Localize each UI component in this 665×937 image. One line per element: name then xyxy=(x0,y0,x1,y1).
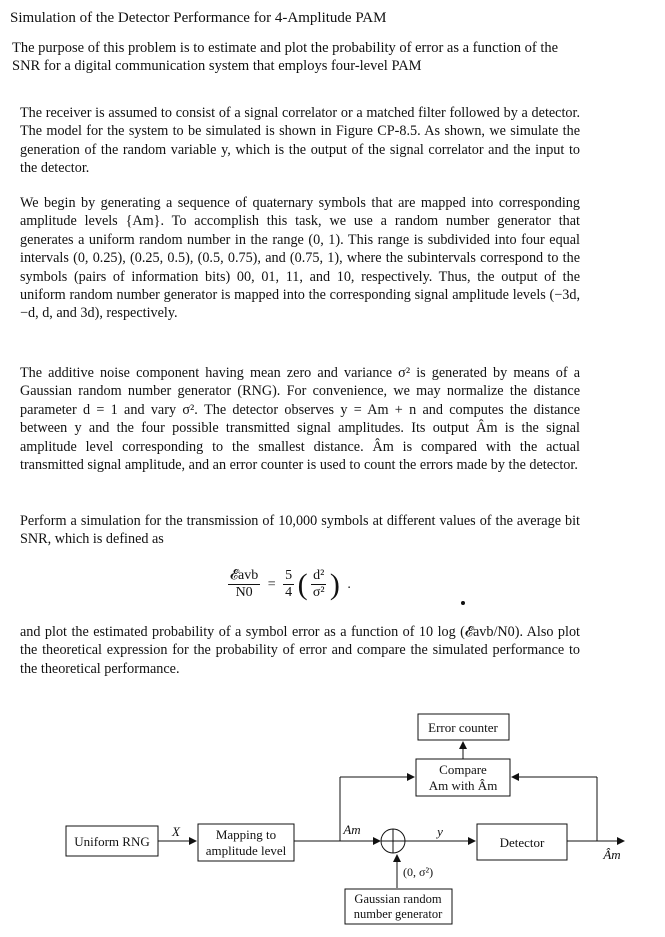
y-label: y xyxy=(437,824,443,839)
page-title: Simulation of the Detector Performance for 4-Amplitude PAM xyxy=(10,10,387,26)
eq-right-paren: ) xyxy=(329,567,340,601)
eq-equals: = xyxy=(267,576,276,592)
eq-lhs-num: 𝓔avb xyxy=(230,568,259,583)
block-diagram xyxy=(0,700,665,937)
am-label: Am xyxy=(343,822,361,837)
x-label: X xyxy=(172,824,180,839)
stray-dot xyxy=(461,601,465,605)
gaussian-label-1: Gaussian random xyxy=(354,892,442,906)
intro-text: The purpose of this problem is to estimate and plot the probability of error as a function of the SNR for a digital communication system that employs four-level PAM xyxy=(12,40,559,74)
compare-label-1: Compare xyxy=(439,762,487,777)
paragraph-symbols: We begin by generating a sequence of quaternary symbols that are mapped into corresponding amplitude levels {Am}. To accomplish this task, we use a random number generator that generates a uniform random number in the range (0, 1). This range is subdivided into four equal intervals (0, 0.25), (0.25, 0.5), (0.5, 0.75), and (0.75, 1), where the subintervals correspond to the symbols (pairs of information bits) 00, 01, 11, and 10, respectively. Thus, the output of the uniform random number generator is mapped into the corresponding signal amplitude levels (−3d, −d, d, and 3d), respectively. xyxy=(20,195,580,322)
paragraph-plot: and plot the estimated probability of a symbol error as a function of 10 log (𝓔avb/N0). Also plot the theoretical expression for the probability of error and compare the simulated performance to the theoretical performance. xyxy=(20,624,580,677)
error-counter-label: Error counter xyxy=(428,720,498,735)
eq-lhs-den: N0 xyxy=(235,585,253,600)
am-hat-label: Âm xyxy=(603,847,621,862)
uniform-rng-label: Uniform RNG xyxy=(74,834,150,849)
mapping-label-2: amplitude level xyxy=(205,843,287,858)
eq-trail: . xyxy=(347,576,351,592)
eq-inner-den: σ² xyxy=(312,585,325,600)
eq-coef-num: 5 xyxy=(285,568,293,583)
paragraph-receiver: The receiver is assumed to consist of a signal correlator or a matched filter followed by a detector. The model for the system to be simulated is shown in Figure CP-8.5. As shown, we simulate the generation of the random variable y, which is the output of the signal correlator and the input to the detector. xyxy=(20,105,580,177)
noise-label: (0, σ²) xyxy=(403,865,434,879)
mapping-label-1: Mapping to xyxy=(215,827,277,842)
eq-lhs-fraction xyxy=(228,568,260,601)
snr-equation xyxy=(228,568,355,601)
detector-label: Detector xyxy=(499,835,545,850)
eq-coef-fraction xyxy=(283,568,294,601)
paragraph-simulation: Perform a simulation for the transmission of 10,000 symbols at different values of the average bit SNR, which is defined as xyxy=(20,513,580,548)
compare-label-2: Am with Âm xyxy=(428,778,498,793)
gaussian-label-2: number generator xyxy=(353,907,443,921)
paragraph-noise: The additive noise component having mean zero and variance σ² is generated by means of a Gaussian random number generator (RNG). For convenience, we may normalize the distance parameter d = 1 and vary σ². The detector observes y = Am + n and computes the distance between y and the four possible transmitted signal amplitudes. Its output Âm is the signal amplitude level corresponding to the smallest distance. Âm is compared with the actual transmitted signal amplitude, and an error counter is used to count the errors made by the detector. xyxy=(20,365,580,474)
eq-coef-den: 4 xyxy=(285,585,293,600)
eq-left-paren: ( xyxy=(297,567,308,601)
eq-inner-num: d² xyxy=(313,568,325,583)
eq-inner-fraction xyxy=(311,568,326,601)
